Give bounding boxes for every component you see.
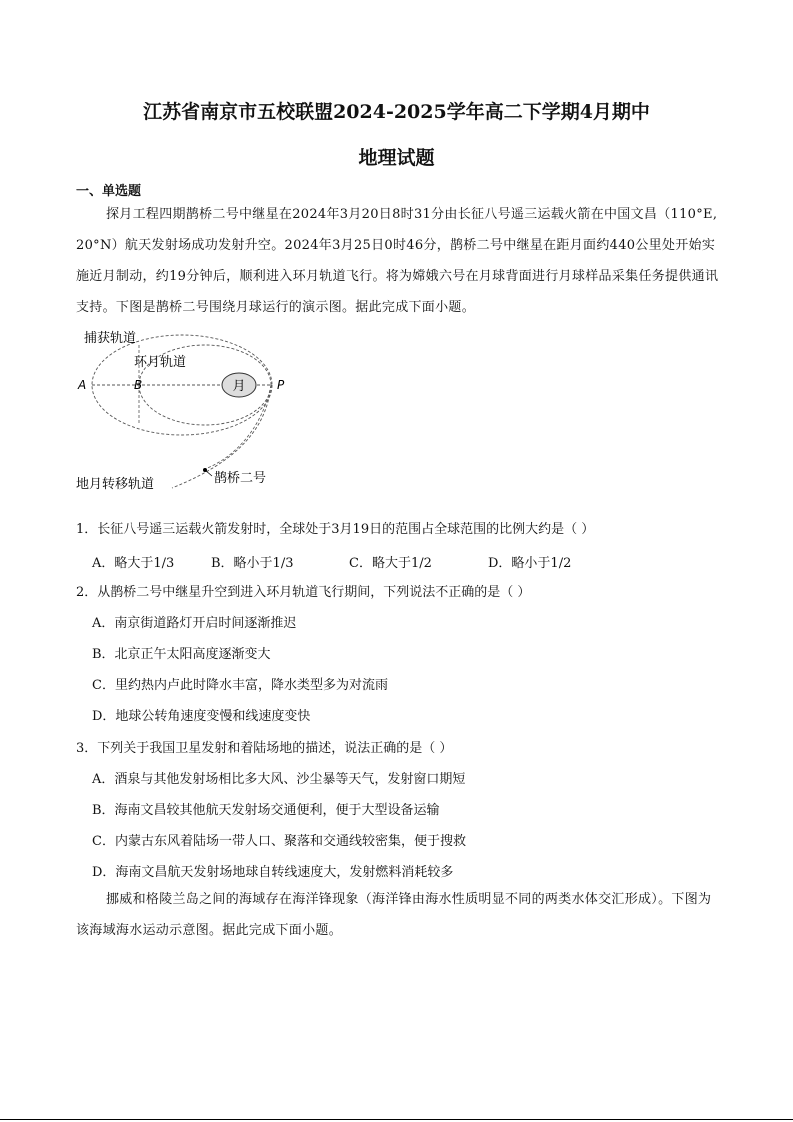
question-1-option-d: D．略小于1/2 (488, 556, 572, 571)
lunar-orbit-diagram (72, 320, 292, 496)
passage-2-text: 挪威和格陵兰岛之间的海域存在海洋锋现象（海洋锋由海水性质明显不同的两类水体交汇形成）。下图为该海域海水运动示意图。据此完成下面小题。 (76, 892, 712, 938)
exam-subject: 地理试题 (358, 147, 435, 169)
question-1-option-a: A．略大于1/3 (92, 556, 175, 571)
point-p-label: P (277, 378, 285, 392)
lunar-orbit-label: 环月轨道 (134, 355, 187, 370)
transfer-orbit-label: 地月转移轨道 (76, 477, 155, 492)
question-2-option-a: A．南京街道路灯开启时间逐渐推迟 (92, 616, 297, 631)
question-2-option-b: B．北京正午太阳高度逐渐变大 (92, 647, 271, 662)
question-3-option-a: A．酒泉与其他发射场相比多大风、沙尘暴等天气，发射窗口期短 (92, 772, 466, 787)
point-b-label: B (134, 378, 143, 392)
moon-label: 月 (232, 379, 246, 394)
exam-title: 江苏省南京市五校联盟2024-2025学年高二下学期4月期中 (143, 101, 650, 123)
passage-1-text: 探月工程四期鹊桥二号中继星在2024年3月20日8时31分由长征八号遥三运载火箭在中国文昌（110°E, 20°N）航天发射场成功发射升空。2024年3月25日0时46分，鹊桥二号中继星在距月面约440公里处开始实施近月制动，约19分钟后，顺利进入环月轨道飞行。将为嫦娥六号在月球背面进行月球样品采集任务提供通讯支持。下图是鹊桥二号围绕月球运行的演示图。据此完成下面小题。 (76, 207, 719, 315)
satellite-label: 鹊桥二号 (214, 471, 267, 486)
section-heading: 一、单选题 (76, 184, 142, 199)
question-2-option-c: C．里约热内卢此时降水丰富，降水类型多为对流雨 (92, 678, 388, 693)
question-3-stem: 3．下列关于我国卫星发射和着陆场地的描述，说法正确的是（ ） (76, 741, 453, 756)
question-2-stem: 2．从鹊桥二号中继星升空到进入环月轨道飞行期间，下列说法不正确的是（ ） (76, 585, 531, 600)
question-1-option-c: C．略大于1/2 (349, 556, 432, 571)
transfer-orbit-inner (202, 385, 271, 470)
question-1-option-b: B．略小于1/3 (211, 556, 294, 571)
passage-1 (76, 199, 719, 323)
passage-2 (76, 884, 719, 946)
question-3-option-b: B．海南文昌较其他航天发射场交通便利，便于大型设备运输 (92, 803, 440, 818)
point-a-label: A (78, 378, 87, 392)
question-3-option-c: C．内蒙古东风着陆场一带人口、聚落和交通线较密集，便于搜救 (92, 834, 466, 849)
question-3-option-d: D．海南文昌航天发射场地球自转线速度大，发射燃料消耗较多 (92, 865, 454, 880)
page-bottom-rule (0, 1119, 793, 1120)
question-2-option-d: D．地球公转角速度变慢和线速度变快 (92, 709, 311, 724)
question-1-stem: 1．长征八号遥三运载火箭发射时，全球处于3月19日的范围占全球范围的比例大约是（ ） (76, 522, 595, 537)
capture-orbit-label: 捕获轨道 (84, 331, 137, 346)
